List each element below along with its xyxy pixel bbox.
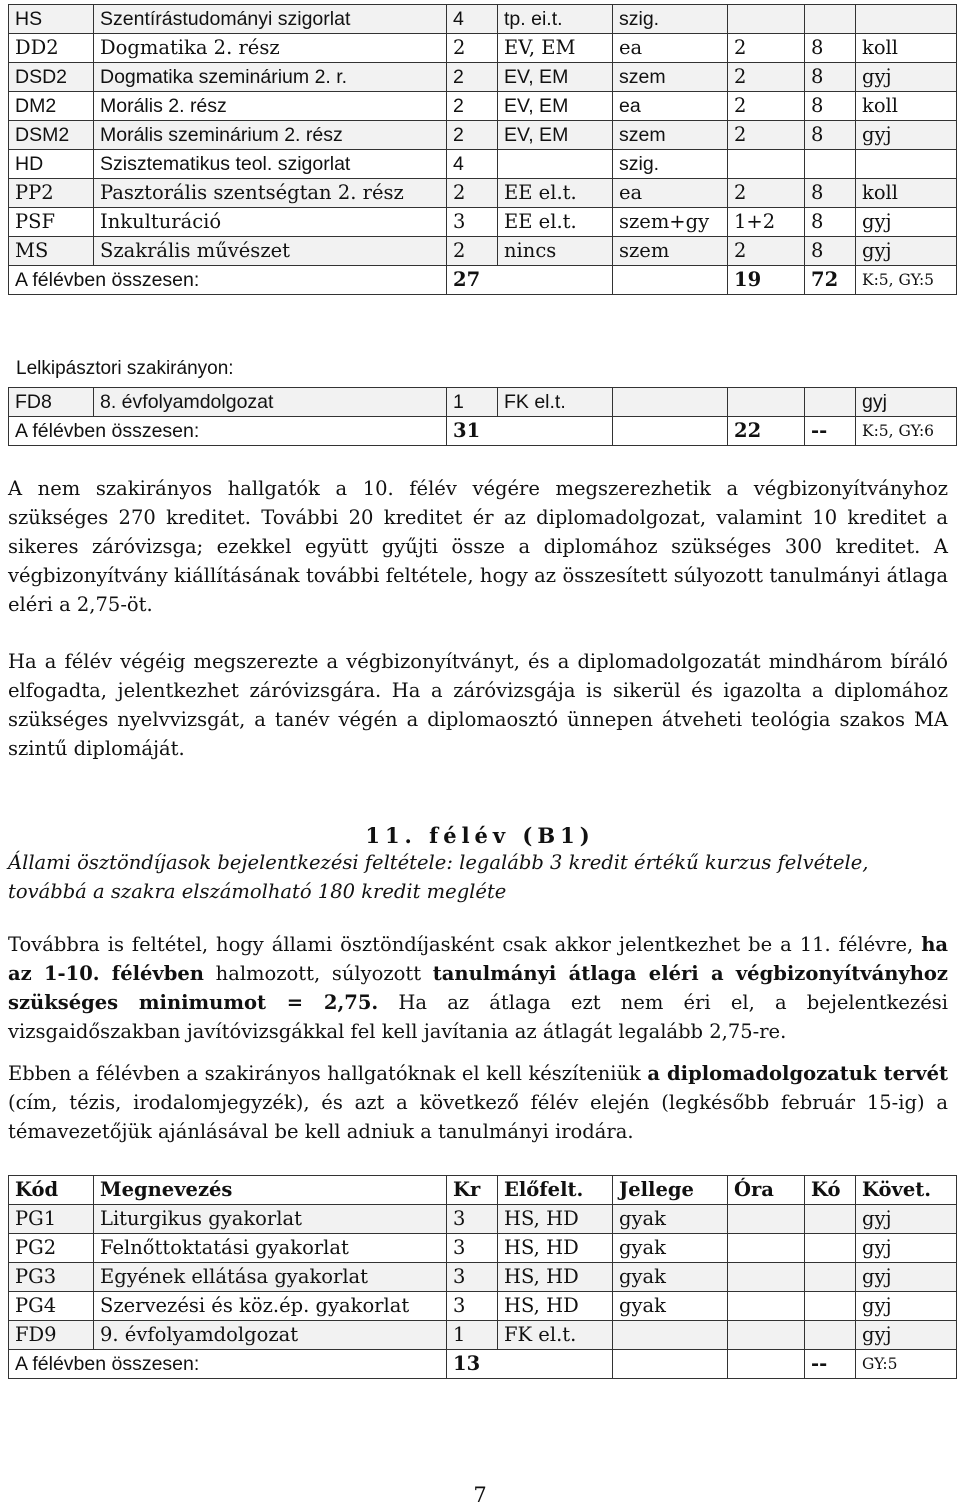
course-name: Pasztorális szentségtan 2. rész: [94, 179, 447, 208]
total-ko: --: [805, 1350, 856, 1379]
table-row: [9, 34, 957, 63]
total-credit: 31: [447, 417, 613, 446]
paragraph-text: [8, 1059, 948, 1146]
table-row: [9, 208, 957, 237]
total-empty: [613, 266, 728, 295]
course-type: ea: [613, 179, 728, 208]
table-row: [9, 237, 957, 266]
course-credit: 4: [447, 5, 498, 34]
section-label-lelkipasztori: Lelkipásztori szakirányon:: [16, 358, 234, 379]
course-name: Dogmatika 2. rész: [94, 34, 447, 63]
page-content: [8, 4, 956, 295]
column-header: Megnevezés: [94, 1176, 447, 1205]
course-code: PP2: [9, 179, 94, 208]
course-type: szem: [613, 237, 728, 266]
total-row: [9, 266, 957, 295]
course-type: gyak: [613, 1234, 728, 1263]
column-header: Előfelt.: [498, 1176, 613, 1205]
course-eval: gyj: [856, 208, 957, 237]
course-eval: gyj: [856, 1292, 957, 1321]
total-eval: K:5, GY:6: [856, 417, 957, 446]
course-ko: [805, 1292, 856, 1321]
course-ko: [805, 150, 856, 179]
course-credit: 1: [447, 388, 498, 417]
course-code: PG4: [9, 1292, 94, 1321]
course-name: Inkulturáció: [94, 208, 447, 237]
total-ko: 72: [805, 266, 856, 295]
course-name: Liturgikus gyakorlat: [94, 1205, 447, 1234]
course-eval: [856, 5, 957, 34]
lelki-block: [8, 387, 956, 446]
p3-b: ha az 1-10. félévben: [8, 933, 948, 985]
course-type: szem: [613, 121, 728, 150]
course-type: szem: [613, 63, 728, 92]
course-eval: koll: [856, 179, 957, 208]
course-code: PSF: [9, 208, 94, 237]
course-credit: 3: [447, 208, 498, 237]
course-credit: 4: [447, 150, 498, 179]
course-eval: gyj: [856, 1234, 957, 1263]
course-credit: 1: [447, 1321, 498, 1350]
course-type: gyak: [613, 1263, 728, 1292]
p3-e: Ha az átlaga ezt nem éri el, a bejelentkezési vizsgaidőszakban javítóvizsgákkal fel kell javítania az átlagát legalább 2,75-re.: [8, 991, 949, 1043]
course-hours: 1+2: [728, 208, 805, 237]
table-row: [9, 150, 957, 179]
total-label: A félévben összesen:: [9, 266, 447, 295]
course-eval: gyj: [856, 237, 957, 266]
course-type: szig.: [613, 5, 728, 34]
course-hours: [728, 5, 805, 34]
course-code: HD: [9, 150, 94, 179]
total-credit: 27: [447, 266, 613, 295]
course-code: FD9: [9, 1321, 94, 1350]
p3-d: tanulmányi átlaga eléri a végbizonyítványhoz szükséges minimumot = 2,75.: [8, 962, 948, 1014]
table-row: [9, 1292, 957, 1321]
course-eval: koll: [856, 92, 957, 121]
paragraph-final-exam: [8, 647, 948, 763]
course-prereq: EE el.t.: [498, 179, 613, 208]
course-eval: koll: [856, 34, 957, 63]
course-ko: 8: [805, 208, 856, 237]
course-prereq: HS, HD: [498, 1205, 613, 1234]
paragraph-text: [8, 930, 948, 1046]
course-prereq: EE el.t.: [498, 208, 613, 237]
italic-note: Állami ösztöndíjasok bejelentkezési feltétele: legalább 3 kredit értékű kurzus felvétele, továbbá a szakra elszámolható 180 kredit megléte: [8, 851, 869, 903]
column-header: Kó: [805, 1176, 856, 1205]
course-hours: 2: [728, 237, 805, 266]
table-row: [9, 1321, 957, 1350]
table-row: [9, 1234, 957, 1263]
total-eval: K:5, GY:5: [856, 266, 957, 295]
course-code: PG3: [9, 1263, 94, 1292]
course-credit: 2: [447, 179, 498, 208]
course-prereq: HS, HD: [498, 1263, 613, 1292]
course-prereq: FK el.t.: [498, 388, 613, 417]
course-ko: [805, 1205, 856, 1234]
course-prereq: EV, EM: [498, 92, 613, 121]
p4-b: a diplomadolgozatuk tervét: [647, 1062, 948, 1085]
course-ko: [805, 5, 856, 34]
course-ko: 8: [805, 237, 856, 266]
course-hours: [728, 1263, 805, 1292]
course-hours: 2: [728, 63, 805, 92]
course-ko: [805, 1321, 856, 1350]
paragraph-text: Ha a félév végéig megszerezte a végbizonyítványt, és a diplomadolgozatát mindhárom bíráló elfogadta, jelentkezhet záróvizsgára. Ha a záróvizsgája is sikerül és igazolta a diplomához szükséges nyelvvizsgát, a tanév végén a diplomaosztó ünnepen átveheti teológia szakos MA szintű diplomáját.: [8, 650, 948, 760]
course-type: ea: [613, 92, 728, 121]
total-hours: 19: [728, 266, 805, 295]
column-header: Jellege: [613, 1176, 728, 1205]
course-hours: [728, 1234, 805, 1263]
course-code: PG1: [9, 1205, 94, 1234]
course-prereq: EV, EM: [498, 121, 613, 150]
course-prereq: nincs: [498, 237, 613, 266]
p3-a: Továbbra is feltétel, hogy állami ösztöndíjasként csak akkor jelentkezhet be a 11. félévre,: [8, 933, 922, 956]
course-table-10: [8, 4, 957, 295]
course-hours: 2: [728, 92, 805, 121]
course-ko: 8: [805, 63, 856, 92]
course-type: [613, 388, 728, 417]
course-credit: 2: [447, 92, 498, 121]
table-row: [9, 1263, 957, 1292]
course-prereq: EV, EM: [498, 34, 613, 63]
paragraph-text: A nem szakirányos hallgatók a 10. félév végére megszerezhetik a végbizonyítványhoz szükséges 270 kreditet. További 20 kreditet ér az diplomadolgozat, valamint 10 kreditet a sikeres záróvizsga; ezekkel együtt gyűjti össze a diplomához szükséges 300 kreditet. A végbizonyítvány kiállításának további feltétele, hogy az összesített súlyozott tanulmányi átlaga eléri a 2,75-öt.: [8, 477, 948, 616]
course-type: szig.: [613, 150, 728, 179]
column-header: Kód: [9, 1176, 94, 1205]
course-eval: [856, 150, 957, 179]
semester-heading: 11. félév (B1): [365, 823, 595, 848]
total-eval: GY:5: [856, 1350, 957, 1379]
course-prereq: [498, 150, 613, 179]
course-name: Szentírástudományi szigorlat: [94, 5, 447, 34]
course-ko: 8: [805, 179, 856, 208]
course-prereq: HS, HD: [498, 1234, 613, 1263]
course-eval: gyj: [856, 121, 957, 150]
course-eval: gyj: [856, 1321, 957, 1350]
paragraph-thesis-plan: [8, 1059, 948, 1146]
course-credit: 3: [447, 1292, 498, 1321]
course-ko: 8: [805, 121, 856, 150]
course-name: Szisztematikus teol. szigorlat: [94, 150, 447, 179]
column-header: Óra: [728, 1176, 805, 1205]
course-code: DD2: [9, 34, 94, 63]
table-row: [9, 388, 957, 417]
total-ko: --: [805, 417, 856, 446]
table-row: [9, 179, 957, 208]
course-ko: [805, 1234, 856, 1263]
course-name: Morális 2. rész: [94, 92, 447, 121]
course-type: [613, 1321, 728, 1350]
paragraph-credits: [8, 474, 948, 619]
course-eval: gyj: [856, 63, 957, 92]
course-code: FD8: [9, 388, 94, 417]
total-empty: [613, 417, 728, 446]
course-eval: gyj: [856, 388, 957, 417]
course-hours: [728, 1321, 805, 1350]
course-name: Egyének ellátása gyakorlat: [94, 1263, 447, 1292]
page-number: 7: [473, 1483, 487, 1507]
course-hours: 2: [728, 121, 805, 150]
table-row: [9, 92, 957, 121]
table-row: [9, 121, 957, 150]
course-credit: 2: [447, 63, 498, 92]
p4-a: Ebben a félévben a szakirányos hallgatóknak el kell készíteniük: [8, 1062, 648, 1085]
course-hours: [728, 1205, 805, 1234]
total-hours: [728, 1350, 805, 1379]
course-hours: [728, 1292, 805, 1321]
total-credit: 13: [447, 1350, 613, 1379]
course-prereq: HS, HD: [498, 1292, 613, 1321]
table-row: [9, 5, 957, 34]
course-code: MS: [9, 237, 94, 266]
course-type: ea: [613, 34, 728, 63]
course-type: gyak: [613, 1205, 728, 1234]
p4-c: (cím, tézis, irodalomjegyzék), és azt a következő félév elején (legkésőbb február 15-ig) a témavezetőjük ajánlásával be kell adniuk a tanulmányi irodára.: [8, 1091, 948, 1143]
course-name: 9. évfolyamdolgozat: [94, 1321, 447, 1350]
course-type: szem+gy: [613, 208, 728, 237]
course-code: PG2: [9, 1234, 94, 1263]
paragraph-condition: [8, 930, 948, 1046]
course-name: Dogmatika szeminárium 2. r.: [94, 63, 447, 92]
total-row: [9, 417, 957, 446]
course-name: 8. évfolyamdolgozat: [94, 388, 447, 417]
course-credit: 2: [447, 34, 498, 63]
course-code: DM2: [9, 92, 94, 121]
lelki-table: [8, 387, 957, 446]
table-row: [9, 63, 957, 92]
course-code: DSM2: [9, 121, 94, 150]
course-table-11: [8, 1175, 957, 1379]
course-code: HS: [9, 5, 94, 34]
course-hours: [728, 150, 805, 179]
column-header: Követ.: [856, 1176, 957, 1205]
course-ko: 8: [805, 34, 856, 63]
course-type: gyak: [613, 1292, 728, 1321]
course-credit: 2: [447, 237, 498, 266]
course-ko: [805, 1263, 856, 1292]
course-eval: gyj: [856, 1263, 957, 1292]
course-prereq: EV, EM: [498, 63, 613, 92]
header-row: [9, 1176, 957, 1205]
course-hours: 2: [728, 179, 805, 208]
course-hours: 2: [728, 34, 805, 63]
course-name: Felnőttoktatási gyakorlat: [94, 1234, 447, 1263]
total-empty: [613, 1350, 728, 1379]
total-row: [9, 1350, 957, 1379]
course-name: Szakrális művészet: [94, 237, 447, 266]
course-ko: [805, 388, 856, 417]
total-hours: 22: [728, 417, 805, 446]
course-prereq: tp. ei.t.: [498, 5, 613, 34]
course-hours: [728, 388, 805, 417]
course-name: Szervezési és köz.ép. gyakorlat: [94, 1292, 447, 1321]
total-label: A félévben összesen:: [9, 417, 447, 446]
table-row: [9, 1205, 957, 1234]
total-label: A félévben összesen:: [9, 1350, 447, 1379]
course-eval: gyj: [856, 1205, 957, 1234]
course-credit: 3: [447, 1205, 498, 1234]
course-prereq: FK el.t.: [498, 1321, 613, 1350]
course-credit: 3: [447, 1234, 498, 1263]
course-name: Morális szeminárium 2. rész: [94, 121, 447, 150]
course-table-11-block: [8, 1175, 956, 1379]
course-ko: 8: [805, 92, 856, 121]
p3-c: halmozott, súlyozott: [203, 962, 433, 985]
course-code: DSD2: [9, 63, 94, 92]
column-header: Kr: [447, 1176, 498, 1205]
course-credit: 3: [447, 1263, 498, 1292]
course-credit: 2: [447, 121, 498, 150]
